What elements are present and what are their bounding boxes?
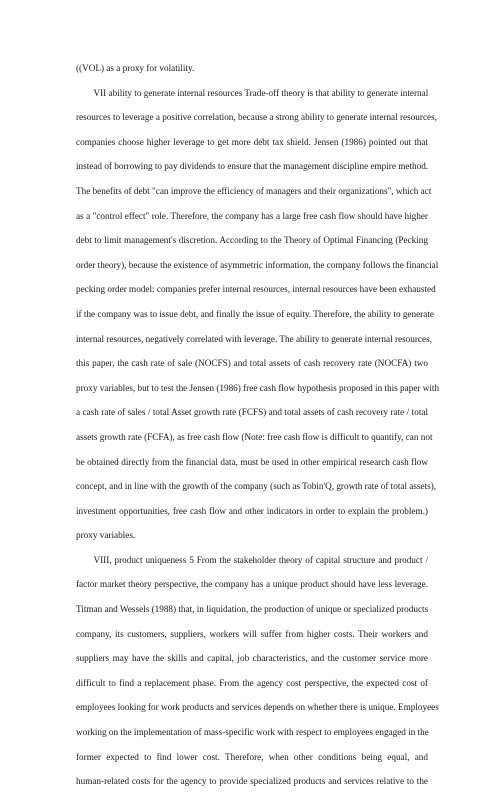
text-line: order theory), because the existence of asymmetric information, the company follows the financial: [76, 259, 439, 270]
text-line: VII ability to generate internal resources Trade-off theory is that ability to generate internal: [93, 87, 429, 98]
text-line: be obtained directly from the financial data, must be used in other empirical research cash flow: [76, 456, 428, 467]
text-line: concept, and in line with the growth of the company (such as Tobin'Q, growth rate of total assets),: [76, 481, 437, 492]
text-line: employees looking for work products and services depends on whether there is unique. Employees: [76, 702, 439, 713]
text-line: pecking order model: companies prefer internal resources, internal resources have been exhausted: [76, 284, 436, 295]
text-line: factor market theory perspective, the company has a unique product should have less leverage.: [76, 579, 428, 590]
text-line: as a "control effect" role. Therefore, the company has a large free cash flow should have higher: [76, 210, 428, 221]
text-line: debt to limit management's discretion. According to the Theory of Optimal Financing (Pecking: [76, 235, 428, 246]
text-line: ((VOL) as a proxy for volatility.: [76, 63, 195, 73]
text-line: The benefits of debt "can improve the efficiency of managers and their organizations", which act: [76, 185, 432, 196]
text-line: assets growth rate (FCFA), as free cash flow (Note: free cash flow is difficult to quantify, can not: [76, 431, 433, 442]
text-line: instead of borrowing to pay dividends to ensure that the management discipline empire method.: [76, 161, 429, 172]
text-line: this paper, the cash rate of sale (NOCFS) and total assets of cash recovery rate (NOCFA) two: [76, 358, 428, 369]
document-page: [76, 56, 440, 794]
text-line: Titman and Wessels (1988) that, in liquidation, the production of unique or specialized products: [76, 604, 429, 615]
text-line: suppliers may have the skills and capital, job characteristics, and the customer service more: [76, 653, 428, 664]
text-line: former expected to find lower cost. Therefore, when other conditions being equal, and: [76, 751, 428, 762]
text-line: working on the implementation of mass-specific work with respect to employees engaged in the: [76, 727, 429, 738]
text-line: VIII, product uniqueness 5 From the stakeholder theory of capital structure and product /: [93, 554, 428, 565]
text-line: if the company was to issue debt, and finally the issue of equity. Therefore, the ability to generate: [76, 308, 434, 319]
text-line: resources to leverage a positive correlation, because a strong ability to generate internal resources,: [76, 112, 437, 123]
text-line: proxy variables, but to test the Jensen (1986) free cash flow hypothesis proposed in this paper with: [76, 382, 440, 393]
text-line: investment opportunities, free cash flow and other indicators in order to explain the problem.): [76, 505, 428, 516]
text-line: proxy variables.: [76, 530, 136, 541]
text-line: companies choose higher leverage to get more debt tax shield. Jensen (1986) pointed out that: [76, 136, 428, 147]
text-line: a cash rate of sales / total Asset growth rate (FCFS) and total assets of cash recovery rate / total: [76, 407, 428, 418]
text-line: human-related costs for the agency to provide specialized products and services relative to the: [76, 776, 428, 787]
paragraph-vii-internal-resources: [76, 81, 440, 548]
paragraph-1: [76, 56, 428, 81]
paragraph-viii-product-uniqueness: [76, 548, 439, 794]
text-line: difficult to find a replacement phase. From the agency cost perspective, the expected cost of: [76, 677, 428, 688]
text-line: internal resources, negatively correlated with leverage. The ability to generate internal resources,: [76, 333, 432, 344]
text-line: company, its customers, suppliers, workers will suffer from higher costs. Their workers and: [76, 628, 428, 639]
